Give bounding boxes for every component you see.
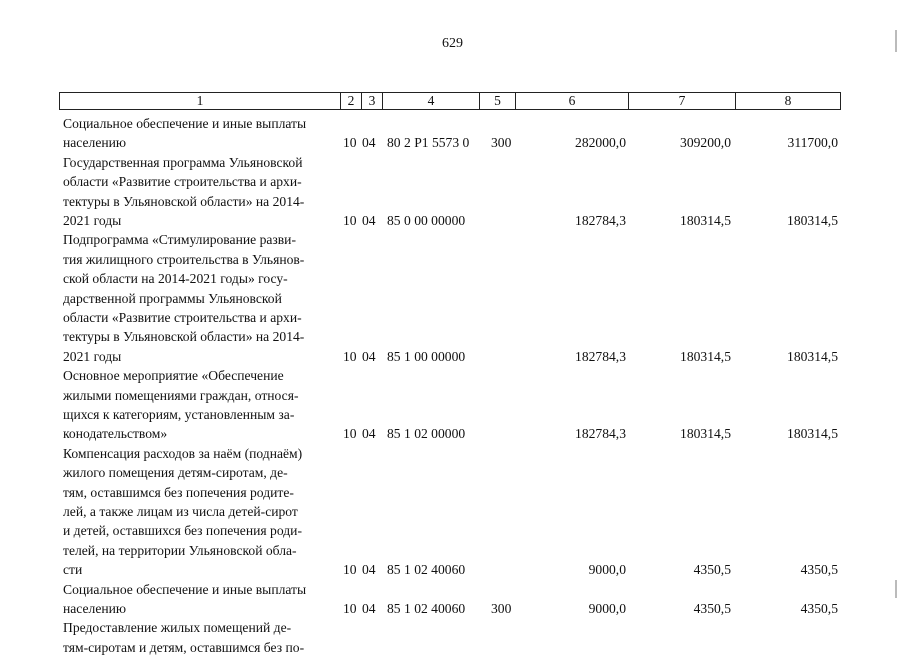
cell-section: 10: [343, 562, 357, 578]
cell-target-article: 85 1 02 00000: [387, 426, 466, 442]
cell-target-article: 85 1 02 40060: [387, 562, 466, 578]
cell-section: 10: [343, 600, 357, 616]
row-description: Социальное обеспечение и иные выплаты населению: [63, 581, 307, 616]
cell-expense-type: 300: [491, 600, 512, 616]
cell-section: 10: [343, 212, 357, 228]
table-row: [0, 230, 905, 366]
header-col-5: 5: [480, 93, 516, 109]
header-col-1: 1: [60, 93, 341, 109]
cell-amount-col6: 9000,0: [588, 600, 626, 616]
header-col-7: 7: [629, 93, 736, 109]
scan-artifact: [895, 580, 897, 598]
cell-amount-col7: 4350,5: [693, 600, 731, 616]
cell-amount-col6: 9000,0: [588, 562, 626, 578]
cell-target-article: 80 2 P1 5573 0: [387, 135, 470, 151]
row-description: Подпрограмма «Стимулирование разви- тия жилищного строительства в Ульянов- ской области на 2014-2021 годы» госу- дарственной программы Ульяновской области «Развитие строительства и архи- тектуры в Ульяновской области» на 2014- 2021 годы: [63, 232, 305, 364]
row-description: Основное мероприятие «Обеспечение жилыми помещениями граждан, относя- щихся к категориям, установленным за- конодательством»: [63, 368, 299, 442]
cell-amount-col7: 309200,0: [680, 135, 731, 151]
cell-subsection: 04: [362, 135, 376, 151]
cell-subsection: 04: [362, 426, 376, 442]
cell-amount-col7: 180314,5: [680, 212, 731, 228]
cell-amount-col8: 180314,5: [787, 348, 838, 364]
table-row: [0, 580, 905, 619]
cell-section: 10: [343, 135, 357, 151]
cell-amount-col6: 182784,3: [575, 348, 626, 364]
cell-amount-col8: 180314,5: [787, 212, 838, 228]
table-row: [0, 366, 905, 444]
cell-amount-col7: 180314,5: [680, 348, 731, 364]
cell-section: 10: [343, 426, 357, 442]
row-description: Социальное обеспечение и иные выплаты населению: [63, 116, 307, 151]
cell-target-article: 85 0 00 00000: [387, 212, 466, 228]
cell-amount-col6: 282000,0: [575, 135, 626, 151]
row-description: Компенсация расходов за наём (поднаём) жилого помещения детям-сиротам, де- тям, оставшимся без попечения родите- лей, а также лицам из числа детей-сирот и детей, оставшихся без попечения роди- телей, на территории Ульяновской обла- сти: [63, 445, 303, 578]
header-col-8: 8: [784, 93, 792, 108]
page-number: 629: [442, 36, 463, 51]
cell-expense-type: 300: [491, 135, 512, 151]
row-description: Государственная программа Ульяновской области «Развитие строительства и архи- тектуры в Ульяновской области» на 2014- 2021 годы: [63, 154, 305, 229]
cell-subsection: 04: [362, 600, 376, 616]
table-row: [0, 153, 905, 231]
header-col-4: 4: [383, 93, 480, 109]
cell-amount-col7: 180314,5: [680, 426, 731, 442]
header-col-6: 6: [516, 93, 629, 109]
table-row: [0, 618, 905, 657]
cell-target-article: 85 1 00 00000: [387, 348, 466, 364]
cell-amount-col8: 180314,5: [787, 426, 838, 442]
cell-target-article: 85 1 02 40060: [387, 600, 466, 616]
table-header: [59, 92, 841, 110]
cell-subsection: 04: [362, 348, 376, 364]
header-col-3: 3: [362, 93, 383, 109]
cell-amount-col8: 311700,0: [787, 135, 838, 151]
scan-artifact: [895, 30, 897, 52]
cell-amount-col6: 182784,3: [575, 212, 626, 228]
table-row: [0, 114, 905, 153]
table-row: [0, 444, 905, 580]
row-description: Предоставление жилых помещений де- тям-сиротам и детям, оставшимся без по-: [63, 620, 305, 655]
cell-subsection: 04: [362, 212, 376, 228]
cell-subsection: 04: [362, 562, 376, 578]
cell-amount-col6: 182784,3: [575, 426, 626, 442]
cell-amount-col8: 4350,5: [800, 562, 838, 578]
cell-amount-col8: 4350,5: [800, 600, 838, 616]
cell-amount-col7: 4350,5: [693, 562, 731, 578]
cell-section: 10: [343, 348, 357, 364]
header-col-2: 2: [341, 93, 362, 109]
